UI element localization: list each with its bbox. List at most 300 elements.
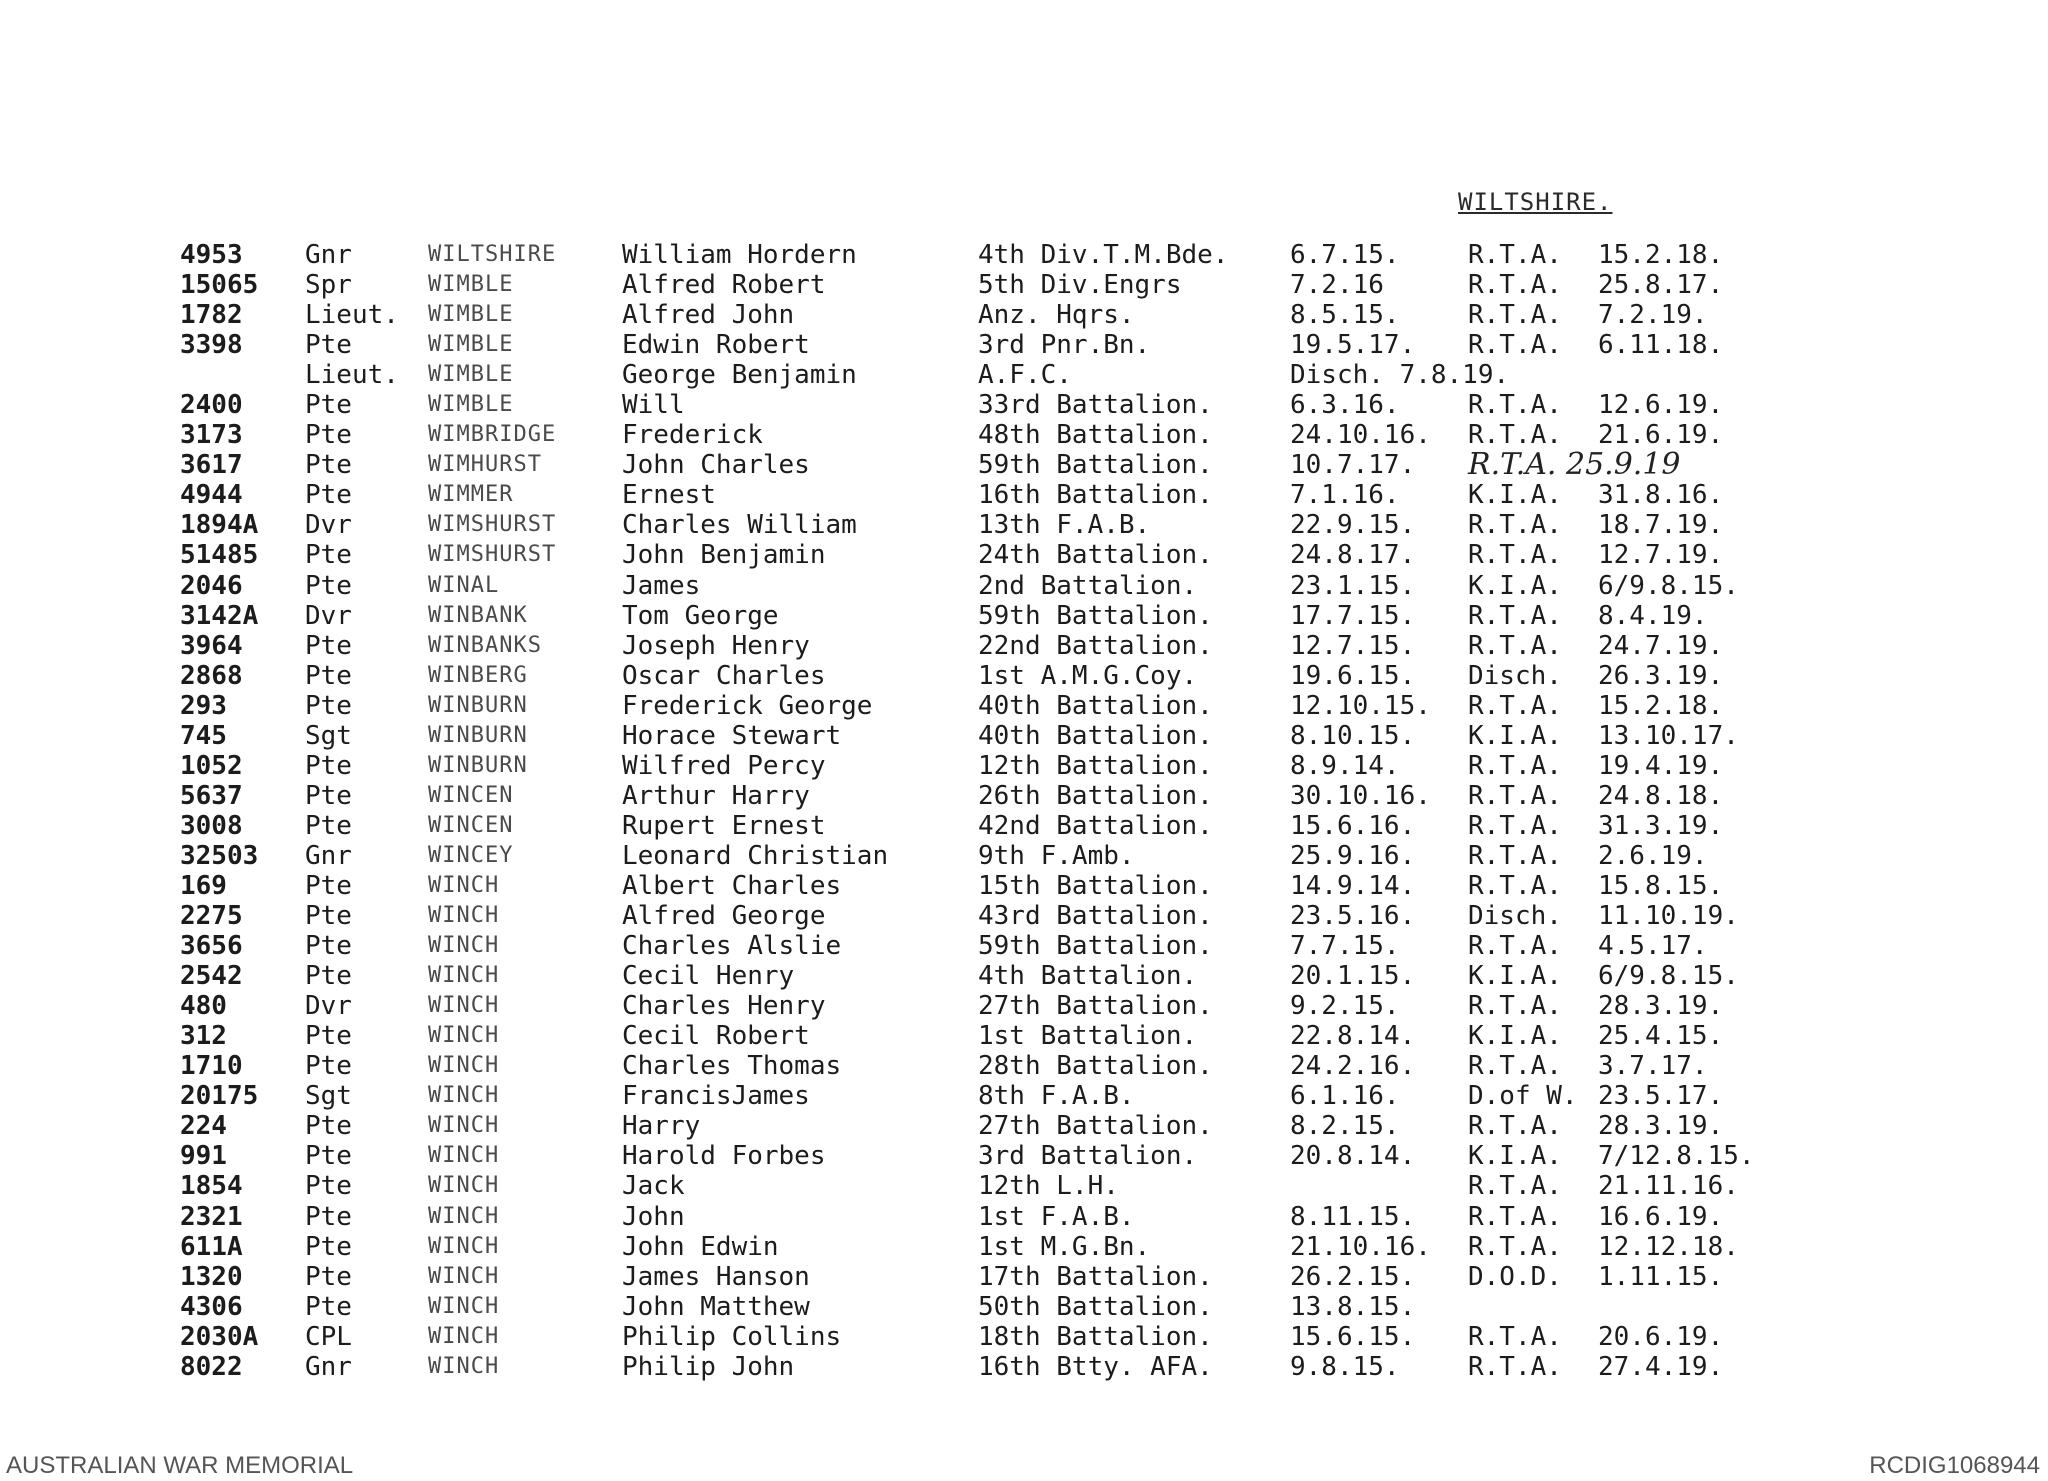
roll-row bbox=[0, 1171, 2048, 1201]
fate-date: 24.7.19. bbox=[1598, 630, 1724, 661]
rank: Pte bbox=[305, 810, 352, 841]
roll-row bbox=[0, 390, 2048, 420]
unit: 40th Battalion. bbox=[978, 690, 1213, 721]
rank: Sgt bbox=[305, 1081, 352, 1112]
roll-row bbox=[0, 751, 2048, 781]
fate-date: 31.8.16. bbox=[1598, 480, 1724, 511]
enlistment-date: 20.8.14. bbox=[1290, 1141, 1416, 1172]
surname: WINCH bbox=[428, 1023, 500, 1049]
surname: WINCH bbox=[428, 1323, 500, 1349]
given-names: Tom George bbox=[622, 600, 779, 631]
rank: Pte bbox=[305, 1111, 352, 1142]
fate: R.T.A. bbox=[1468, 840, 1562, 871]
service-number: 3617 bbox=[180, 450, 243, 481]
fate-date: 11.10.19. bbox=[1598, 901, 1739, 932]
fate: K.I.A. bbox=[1468, 1141, 1562, 1172]
enlistment-date: 14.9.14. bbox=[1290, 870, 1416, 901]
service-number: 4953 bbox=[180, 240, 243, 270]
unit: 48th Battalion. bbox=[978, 420, 1213, 451]
rank: Pte bbox=[305, 660, 352, 691]
surname: WINBERG bbox=[428, 662, 528, 688]
roll-row bbox=[0, 447, 2048, 483]
roll-row bbox=[0, 901, 2048, 931]
fate: D.of W. bbox=[1468, 1081, 1578, 1112]
footer-institution: AUSTRALIAN WAR MEMORIAL bbox=[6, 1452, 354, 1479]
roll-row bbox=[0, 540, 2048, 570]
enlistment-date: 23.5.16. bbox=[1290, 901, 1416, 932]
fate-date: 21.6.19. bbox=[1598, 420, 1724, 451]
surname: WINBURN bbox=[428, 692, 528, 718]
fate: K.I.A. bbox=[1468, 570, 1562, 601]
surname: WINCEN bbox=[428, 812, 514, 838]
surname: WIMBLE bbox=[428, 332, 514, 358]
unit: 8th F.A.B. bbox=[978, 1081, 1135, 1112]
rank: Pte bbox=[305, 1051, 352, 1082]
fate: R.T.A. bbox=[1468, 780, 1562, 811]
service-number: 1894A bbox=[180, 510, 259, 541]
fate: R.T.A. bbox=[1468, 1231, 1562, 1262]
fate-date: 3.7.17. bbox=[1598, 1051, 1708, 1082]
roll-row bbox=[0, 300, 2048, 330]
surname: WIMBRIDGE bbox=[428, 422, 557, 448]
unit: 12th L.H. bbox=[978, 1171, 1119, 1202]
rank: Gnr bbox=[305, 840, 352, 871]
surname: WINCH bbox=[428, 1203, 500, 1229]
unit: 15th Battalion. bbox=[978, 870, 1213, 901]
surname: WINCH bbox=[428, 993, 500, 1019]
unit: 27th Battalion. bbox=[978, 991, 1213, 1022]
given-names: John Benjamin bbox=[622, 540, 826, 571]
given-names: John Matthew bbox=[622, 1291, 810, 1322]
given-names: Harry bbox=[622, 1111, 701, 1142]
enlistment-date: 6.3.16. bbox=[1290, 390, 1400, 421]
enlistment-date: 26.2.15. bbox=[1290, 1261, 1416, 1292]
service-number: 1710 bbox=[180, 1051, 243, 1082]
fate: R.T.A. bbox=[1468, 630, 1562, 661]
enlistment-date: 13.8.15. bbox=[1290, 1291, 1416, 1322]
rank: Lieut. bbox=[305, 360, 399, 391]
given-names: John Edwin bbox=[622, 1231, 779, 1262]
fate: R.T.A. bbox=[1468, 390, 1562, 421]
roll-row bbox=[0, 1262, 2048, 1292]
fate-date: 19.4.19. bbox=[1598, 750, 1724, 781]
surname: WINCH bbox=[428, 1233, 500, 1259]
rank: Pte bbox=[305, 870, 352, 901]
roll-row bbox=[0, 1202, 2048, 1232]
service-number: 2046 bbox=[180, 570, 243, 601]
roll-row bbox=[0, 330, 2048, 360]
unit: 42nd Battalion. bbox=[978, 810, 1213, 841]
fate-date: 7/12.8.15. bbox=[1598, 1141, 1755, 1172]
fate-date: 26.3.19. bbox=[1598, 660, 1724, 691]
rank: Pte bbox=[305, 1201, 352, 1232]
enlistment-date: Disch. 7.8.19. bbox=[1290, 360, 1510, 391]
rank: Pte bbox=[305, 690, 352, 721]
unit: 4th Battalion. bbox=[978, 961, 1198, 992]
roll-row bbox=[0, 661, 2048, 691]
fate-date: 28.3.19. bbox=[1598, 1111, 1724, 1142]
unit: 59th Battalion. bbox=[978, 931, 1213, 962]
surname: WINCH bbox=[428, 872, 500, 898]
fate: R.T.A. 25.9.19 bbox=[1468, 447, 1681, 483]
fate-date: 12.12.18. bbox=[1598, 1231, 1739, 1262]
rank: Pte bbox=[305, 750, 352, 781]
roll-row bbox=[0, 841, 2048, 871]
given-names: Alfred George bbox=[622, 901, 826, 932]
rank: Pte bbox=[305, 570, 352, 601]
rank: Pte bbox=[305, 630, 352, 661]
given-names: William Hordern bbox=[622, 240, 857, 270]
surname: WINCH bbox=[428, 1113, 500, 1139]
unit: 28th Battalion. bbox=[978, 1051, 1213, 1082]
roll-row bbox=[0, 240, 2048, 270]
given-names: John Charles bbox=[622, 450, 810, 481]
roll-row bbox=[0, 781, 2048, 811]
unit: 5th Div.Engrs bbox=[978, 270, 1182, 301]
fate: D.O.D. bbox=[1468, 1261, 1562, 1292]
surname: WIMMER bbox=[428, 482, 514, 508]
surname: WINBANK bbox=[428, 602, 528, 628]
enlistment-date: 25.9.16. bbox=[1290, 840, 1416, 871]
fate: K.I.A. bbox=[1468, 480, 1562, 511]
fate: R.T.A. bbox=[1468, 931, 1562, 962]
roll-row bbox=[0, 1051, 2048, 1081]
fate: R.T.A. bbox=[1468, 420, 1562, 451]
fate: R.T.A. bbox=[1468, 1321, 1562, 1352]
rank: Dvr bbox=[305, 991, 352, 1022]
given-names: Oscar Charles bbox=[622, 660, 826, 691]
fate: R.T.A. bbox=[1468, 270, 1562, 301]
service-number: 1320 bbox=[180, 1261, 243, 1292]
fate-date: 2.6.19. bbox=[1598, 840, 1708, 871]
roll-row bbox=[0, 961, 2048, 991]
unit: A.F.C. bbox=[978, 360, 1072, 391]
rank: Pte bbox=[305, 901, 352, 932]
rank: Pte bbox=[305, 1261, 352, 1292]
fate: R.T.A. bbox=[1468, 240, 1562, 270]
service-number: 2321 bbox=[180, 1201, 243, 1232]
fate-date: 16.6.19. bbox=[1598, 1201, 1724, 1232]
roll-row bbox=[0, 510, 2048, 540]
enlistment-date: 15.6.16. bbox=[1290, 810, 1416, 841]
unit: 17th Battalion. bbox=[978, 1261, 1213, 1292]
roll-row bbox=[0, 601, 2048, 631]
roll-row bbox=[0, 691, 2048, 721]
service-number: 3173 bbox=[180, 420, 243, 451]
fate-date: 15.2.18. bbox=[1598, 690, 1724, 721]
nominal-roll-list bbox=[0, 240, 2048, 1382]
fate-date: 24.8.18. bbox=[1598, 780, 1724, 811]
given-names: Albert Charles bbox=[622, 870, 842, 901]
rank: Pte bbox=[305, 931, 352, 962]
surname: WILTSHIRE bbox=[428, 242, 557, 267]
unit: 1st M.G.Bn. bbox=[978, 1231, 1151, 1262]
service-number: 224 bbox=[180, 1111, 227, 1142]
roll-row bbox=[0, 1081, 2048, 1111]
given-names: George Benjamin bbox=[622, 360, 857, 391]
given-names: Edwin Robert bbox=[622, 330, 810, 361]
fate: R.T.A. bbox=[1468, 540, 1562, 571]
roll-row bbox=[0, 1352, 2048, 1382]
unit: 40th Battalion. bbox=[978, 720, 1213, 751]
rank: Pte bbox=[305, 420, 352, 451]
fate: K.I.A. bbox=[1468, 1021, 1562, 1052]
enlistment-date: 19.6.15. bbox=[1290, 660, 1416, 691]
enlistment-date: 12.7.15. bbox=[1290, 630, 1416, 661]
surname: WINCH bbox=[428, 1353, 500, 1379]
surname: WINCH bbox=[428, 1083, 500, 1109]
fate-date: 25.8.17. bbox=[1598, 270, 1724, 301]
surname: WINCEN bbox=[428, 782, 514, 808]
fate-date: 25.4.15. bbox=[1598, 1021, 1724, 1052]
roll-row bbox=[0, 270, 2048, 300]
surname: WINCH bbox=[428, 1293, 500, 1319]
enlistment-date: 10.7.17. bbox=[1290, 450, 1416, 481]
fate: K.I.A. bbox=[1468, 720, 1562, 751]
fate-date: 7.2.19. bbox=[1598, 300, 1708, 331]
fate: R.T.A. bbox=[1468, 1351, 1562, 1382]
given-names: James bbox=[622, 570, 701, 601]
roll-row bbox=[0, 811, 2048, 841]
unit: 59th Battalion. bbox=[978, 450, 1213, 481]
rank: Pte bbox=[305, 450, 352, 481]
given-names: Joseph Henry bbox=[622, 630, 810, 661]
surname: WINCH bbox=[428, 1143, 500, 1169]
surname: WINCH bbox=[428, 903, 500, 929]
rank: Lieut. bbox=[305, 300, 399, 331]
fate: R.T.A. bbox=[1468, 750, 1562, 781]
fate-date: 27.4.19. bbox=[1598, 1351, 1724, 1382]
rank: Pte bbox=[305, 540, 352, 571]
enlistment-date: 19.5.17. bbox=[1290, 330, 1416, 361]
service-number: 2400 bbox=[180, 390, 243, 421]
fate-date: 15.2.18. bbox=[1598, 240, 1724, 270]
given-names: Harold Forbes bbox=[622, 1141, 826, 1172]
unit: 18th Battalion. bbox=[978, 1321, 1213, 1352]
roll-row bbox=[0, 360, 2048, 390]
given-names: Frederick George bbox=[622, 690, 873, 721]
unit: 9th F.Amb. bbox=[978, 840, 1135, 871]
service-number: 2030A bbox=[180, 1321, 259, 1352]
unit: 3rd Battalion. bbox=[978, 1141, 1198, 1172]
enlistment-date: 24.10.16. bbox=[1290, 420, 1431, 451]
rank: Pte bbox=[305, 1021, 352, 1052]
service-number: 745 bbox=[180, 720, 227, 751]
enlistment-date: 7.1.16. bbox=[1290, 480, 1400, 511]
roll-row bbox=[0, 871, 2048, 901]
fate-date: 12.6.19. bbox=[1598, 390, 1724, 421]
unit: 4th Div.T.M.Bde. bbox=[978, 240, 1229, 270]
surname: WINCH bbox=[428, 1173, 500, 1199]
surname: WIMBLE bbox=[428, 362, 514, 388]
service-number: 5637 bbox=[180, 780, 243, 811]
surname: WIMBLE bbox=[428, 302, 514, 328]
given-names: John bbox=[622, 1201, 685, 1232]
given-names: Frederick bbox=[622, 420, 763, 451]
surname: WINCH bbox=[428, 963, 500, 989]
enlistment-date: 9.8.15. bbox=[1290, 1351, 1400, 1382]
given-names: Wilfred Percy bbox=[622, 750, 826, 781]
fate: Disch. bbox=[1468, 660, 1562, 691]
roll-row bbox=[0, 1232, 2048, 1262]
fate: R.T.A. bbox=[1468, 1051, 1562, 1082]
enlistment-date: 8.5.15. bbox=[1290, 300, 1400, 331]
unit: 26th Battalion. bbox=[978, 780, 1213, 811]
fate: R.T.A. bbox=[1468, 600, 1562, 631]
roll-row bbox=[0, 1292, 2048, 1322]
enlistment-date: 9.2.15. bbox=[1290, 991, 1400, 1022]
given-names: James Hanson bbox=[622, 1261, 810, 1292]
enlistment-date: 7.7.15. bbox=[1290, 931, 1400, 962]
given-names: Rupert Ernest bbox=[622, 810, 826, 841]
service-number: 169 bbox=[180, 870, 227, 901]
fate: R.T.A. bbox=[1468, 991, 1562, 1022]
given-names: Alfred John bbox=[622, 300, 795, 331]
given-names: Charles Thomas bbox=[622, 1051, 842, 1082]
enlistment-date: 23.1.15. bbox=[1290, 570, 1416, 601]
fate: R.T.A. bbox=[1468, 300, 1562, 331]
given-names: Cecil Henry bbox=[622, 961, 795, 992]
surname: WIMBLE bbox=[428, 272, 514, 298]
service-number: 991 bbox=[180, 1141, 227, 1172]
roll-row bbox=[0, 571, 2048, 601]
unit: 22nd Battalion. bbox=[978, 630, 1213, 661]
service-number: 611A bbox=[180, 1231, 243, 1262]
roll-row bbox=[0, 1111, 2048, 1141]
service-number: 3008 bbox=[180, 810, 243, 841]
fate: R.T.A. bbox=[1468, 810, 1562, 841]
page-header-surname: WILTSHIRE. bbox=[1458, 188, 1613, 216]
unit: 13th F.A.B. bbox=[978, 510, 1151, 541]
surname: WINBANKS bbox=[428, 632, 542, 658]
rank: Dvr bbox=[305, 510, 352, 541]
fate-date: 13.10.17. bbox=[1598, 720, 1739, 751]
fate: R.T.A. bbox=[1468, 1171, 1562, 1202]
enlistment-date: 30.10.16. bbox=[1290, 780, 1431, 811]
enlistment-date: 24.2.16. bbox=[1290, 1051, 1416, 1082]
roll-row bbox=[0, 420, 2048, 450]
roll-row bbox=[0, 721, 2048, 751]
rank: Pte bbox=[305, 1171, 352, 1202]
enlistment-date: 8.10.15. bbox=[1290, 720, 1416, 751]
unit: 27th Battalion. bbox=[978, 1111, 1213, 1142]
service-number: 3656 bbox=[180, 931, 243, 962]
enlistment-date: 12.10.15. bbox=[1290, 690, 1431, 721]
rank: Gnr bbox=[305, 1351, 352, 1382]
roll-row bbox=[0, 1021, 2048, 1051]
unit: 50th Battalion. bbox=[978, 1291, 1213, 1322]
service-number: 2868 bbox=[180, 660, 243, 691]
given-names: Alfred Robert bbox=[622, 270, 826, 301]
fate-date: 21.11.16. bbox=[1598, 1171, 1739, 1202]
rank: Gnr bbox=[305, 240, 352, 270]
surname: WIMHURST bbox=[428, 452, 542, 478]
surname: WIMSHURST bbox=[428, 512, 557, 538]
given-names: Charles Henry bbox=[622, 991, 826, 1022]
unit: 59th Battalion. bbox=[978, 600, 1213, 631]
rank: Pte bbox=[305, 1231, 352, 1262]
surname: WINBURN bbox=[428, 722, 528, 748]
service-number: 2275 bbox=[180, 901, 243, 932]
given-names: Cecil Robert bbox=[622, 1021, 810, 1052]
fate-date: 31.3.19. bbox=[1598, 810, 1724, 841]
service-number: 1854 bbox=[180, 1171, 243, 1202]
fate-date: 1.11.15. bbox=[1598, 1261, 1724, 1292]
roll-row bbox=[0, 631, 2048, 661]
enlistment-date: 20.1.15. bbox=[1290, 961, 1416, 992]
surname: WIMBLE bbox=[428, 392, 514, 418]
rank: Pte bbox=[305, 390, 352, 421]
given-names: Charles William bbox=[622, 510, 857, 541]
fate-date: 6.11.18. bbox=[1598, 330, 1724, 361]
service-number: 3964 bbox=[180, 630, 243, 661]
fate-date: 6/9.8.15. bbox=[1598, 961, 1739, 992]
rank: Pte bbox=[305, 1291, 352, 1322]
given-names: Will bbox=[622, 390, 685, 421]
enlistment-date: 17.7.15. bbox=[1290, 600, 1416, 631]
surname: WINCH bbox=[428, 1263, 500, 1289]
given-names: Philip John bbox=[622, 1351, 795, 1382]
service-number: 4944 bbox=[180, 480, 243, 511]
surname: WINCH bbox=[428, 1053, 500, 1079]
rank: Spr bbox=[305, 270, 352, 301]
unit: 33rd Battalion. bbox=[978, 390, 1213, 421]
unit: Anz. Hqrs. bbox=[978, 300, 1135, 331]
fate-date: 28.3.19. bbox=[1598, 991, 1724, 1022]
enlistment-date: 22.8.14. bbox=[1290, 1021, 1416, 1052]
service-number: 4306 bbox=[180, 1291, 243, 1322]
rank: Pte bbox=[305, 330, 352, 361]
fate: R.T.A. bbox=[1468, 510, 1562, 541]
surname: WINCEY bbox=[428, 842, 514, 868]
service-number: 3142A bbox=[180, 600, 259, 631]
enlistment-date: 22.9.15. bbox=[1290, 510, 1416, 541]
fate: R.T.A. bbox=[1468, 1111, 1562, 1142]
fate: Disch. bbox=[1468, 901, 1562, 932]
unit: 1st F.A.B. bbox=[978, 1201, 1135, 1232]
enlistment-date: 7.2.16 bbox=[1290, 270, 1384, 301]
enlistment-date: 6.7.15. bbox=[1290, 240, 1400, 270]
unit: 43rd Battalion. bbox=[978, 901, 1213, 932]
unit: 16th Btty. AFA. bbox=[978, 1351, 1213, 1382]
fate: R.T.A. bbox=[1468, 870, 1562, 901]
fate-date: 20.6.19. bbox=[1598, 1321, 1724, 1352]
surname: WINBURN bbox=[428, 752, 528, 778]
enlistment-date: 8.11.15. bbox=[1290, 1201, 1416, 1232]
given-names: Philip Collins bbox=[622, 1321, 842, 1352]
fate-date: 4.5.17. bbox=[1598, 931, 1708, 962]
service-number: 1782 bbox=[180, 300, 243, 331]
given-names: Horace Stewart bbox=[622, 720, 842, 751]
service-number: 293 bbox=[180, 690, 227, 721]
fate: R.T.A. bbox=[1468, 1201, 1562, 1232]
service-number: 51485 bbox=[180, 540, 259, 571]
enlistment-date: 8.2.15. bbox=[1290, 1111, 1400, 1142]
enlistment-date: 15.6.15. bbox=[1290, 1321, 1416, 1352]
fate-date: 6/9.8.15. bbox=[1598, 570, 1739, 601]
unit: 3rd Pnr.Bn. bbox=[978, 330, 1151, 361]
service-number: 1052 bbox=[180, 750, 243, 781]
service-number: 480 bbox=[180, 991, 227, 1022]
given-names: Arthur Harry bbox=[622, 780, 810, 811]
rank: Pte bbox=[305, 780, 352, 811]
service-number: 8022 bbox=[180, 1351, 243, 1382]
unit: 16th Battalion. bbox=[978, 480, 1213, 511]
unit: 1st A.M.G.Coy. bbox=[978, 660, 1198, 691]
rank: Pte bbox=[305, 480, 352, 511]
given-names: Ernest bbox=[622, 480, 716, 511]
rank: Sgt bbox=[305, 720, 352, 751]
